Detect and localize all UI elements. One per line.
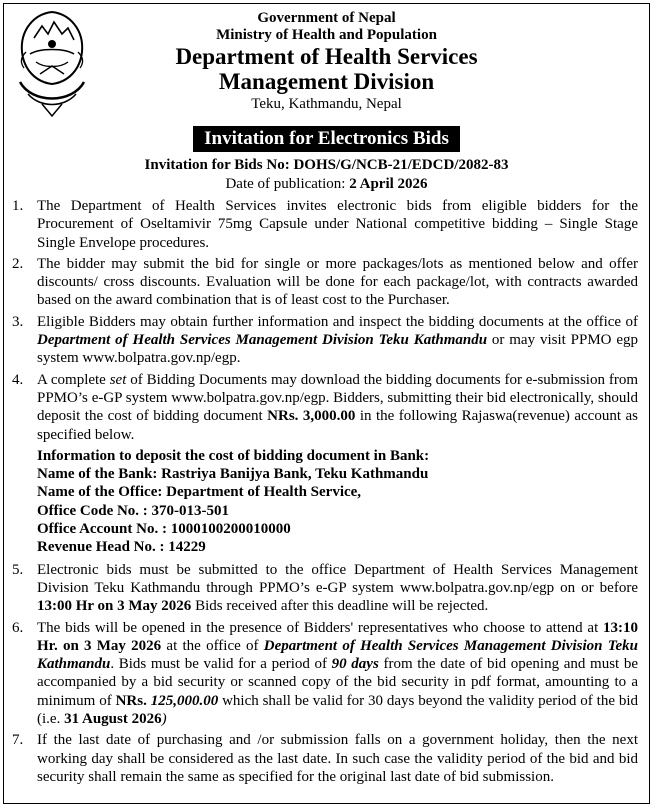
bank-heading: Information to deposit the cost of bidding document in Bank:: [37, 447, 430, 464]
ministry-name: Ministry of Health and Population: [216, 27, 437, 43]
department-name-line1: Department of Health Services: [175, 44, 478, 69]
invitation-info: [0, 156, 653, 194]
clause-text: Bids received after this deadline will be rejected.: [191, 598, 489, 615]
document-cost: NRs. 3,000.00: [267, 408, 356, 425]
validity-days: 90 days: [331, 656, 379, 673]
clause-text: A complete: [37, 371, 110, 388]
department-address: Teku, Kathmandu, Nepal: [251, 96, 402, 112]
clause-number: 1.: [12, 198, 24, 214]
clause-2: [12, 255, 638, 310]
bank-info: [12, 447, 638, 557]
clause-text: which shall be valid for 30 days beyond the validity period of the bid (i.e.: [37, 692, 639, 728]
clause-number: 3.: [12, 313, 24, 330]
clause-text: If the last date of purchasing and /or submission falls on a government holiday, then the next working day shall be considered as the last date. In such case the validity period of the bid and bid security shall remain the same as specified for the original last date of bid submission.: [37, 732, 638, 785]
clause-text: from the date of bid opening and must be accompanied by a bid security or scanned copy of the bid security in pdf format, amounting to a minimum of: [37, 656, 638, 709]
security-currency: NRs.: [115, 692, 147, 709]
clause-text: The bidder may submit the bid for single or more packages/lots as mentioned below and offer discounts/ cross discounts. Evaluation will be done for each package/lot, with contracts awarded based on the award combination that is of least cost to the Purchaser.: [37, 255, 638, 309]
office-account: Office Account No. : 1000100200010000: [37, 521, 291, 538]
publication-date: 2 April 2026: [349, 176, 428, 192]
clause-4: [12, 371, 638, 444]
closing-paren: ): [161, 711, 167, 728]
notice-header: [0, 10, 653, 113]
clause-7: [12, 731, 638, 786]
publication-label: Date of publication:: [225, 176, 350, 192]
clause-text: at the office of: [161, 637, 264, 654]
bank-name: Name of the Bank: Rastriya Banijya Bank, Teku Kathmandu: [37, 466, 429, 483]
banner-container: [0, 126, 653, 152]
opening-time: 13:10 Hr. on 3 May 2026: [37, 619, 638, 654]
clause-text: The bids will be opened in the presence of Bidders' representatives who choose to attend at: [37, 619, 603, 636]
clause-number: 2.: [12, 255, 24, 272]
ifb-number: Invitation for Bids No: DOHS/G/NCB-21/EDCD/2082-83: [144, 157, 509, 173]
clause-text: The Department of Health Services invites electronic bids from eligible bidders for the Procurement of Oseltamivir 75mg Capsule under National competitive bidding – Single Stage Single Envelope procedures.: [37, 198, 638, 251]
clause-number: 7.: [12, 732, 24, 749]
clause-text: Electronic bids must be submitted to the office Department of Health Services Management Division Teku Kathmandu through PPMO’s e-GP system www.bolpatra.gov.np/egp on or before: [37, 561, 638, 596]
government-name: Government of Nepal: [257, 10, 396, 26]
clause-number: 4.: [12, 371, 24, 388]
clause-number: 6.: [12, 619, 24, 636]
clause-number: 5.: [12, 561, 24, 578]
submission-deadline: 13:00 Hr on 3 May 2026: [37, 598, 192, 615]
notice-title-banner: Invitation for Electronics Bids: [193, 126, 460, 152]
office-emphasis: Department of Health Services Management Division Teku Kathmandu: [37, 332, 488, 349]
security-amount: 125,000.00: [150, 692, 219, 709]
clause-text: in the following Rajaswa(revenue) account as specified below.: [37, 408, 638, 443]
revenue-head: Revenue Head No. : 14229: [37, 539, 206, 556]
clause-text: . Bids must be valid for a period of: [110, 656, 332, 673]
clause-text: Eligible Bidders may obtain further information and inspect the bidding documents at the office of: [37, 313, 638, 330]
clause-text: or may visit PPMO egp system www.bolpatra.gov.np/egp.: [37, 332, 638, 367]
clause-1: [12, 197, 638, 252]
department-name-line2: Management Division: [218, 69, 435, 94]
clause-text: of Bidding Documents may download the bidding documents for e-submission from PPMO’s e-GP system www.bolpatra.gov.np/egp. Bidders, submitting their bid electronically, should deposit the cost of bidding document: [37, 371, 638, 425]
office-code: Office Code No. : 370-013-501: [37, 502, 230, 519]
clause-6: [12, 619, 638, 729]
set-word: set: [109, 371, 127, 388]
office-emphasis: Department of Health Services Management Division Teku Kathmandu: [37, 637, 639, 673]
office-name: Name of the Office: Department of Health Service,: [37, 484, 362, 501]
clause-5: [12, 561, 638, 616]
notice-clauses: [12, 197, 638, 789]
clause-3: [12, 313, 638, 368]
validity-date: 31 August 2026: [64, 711, 162, 728]
